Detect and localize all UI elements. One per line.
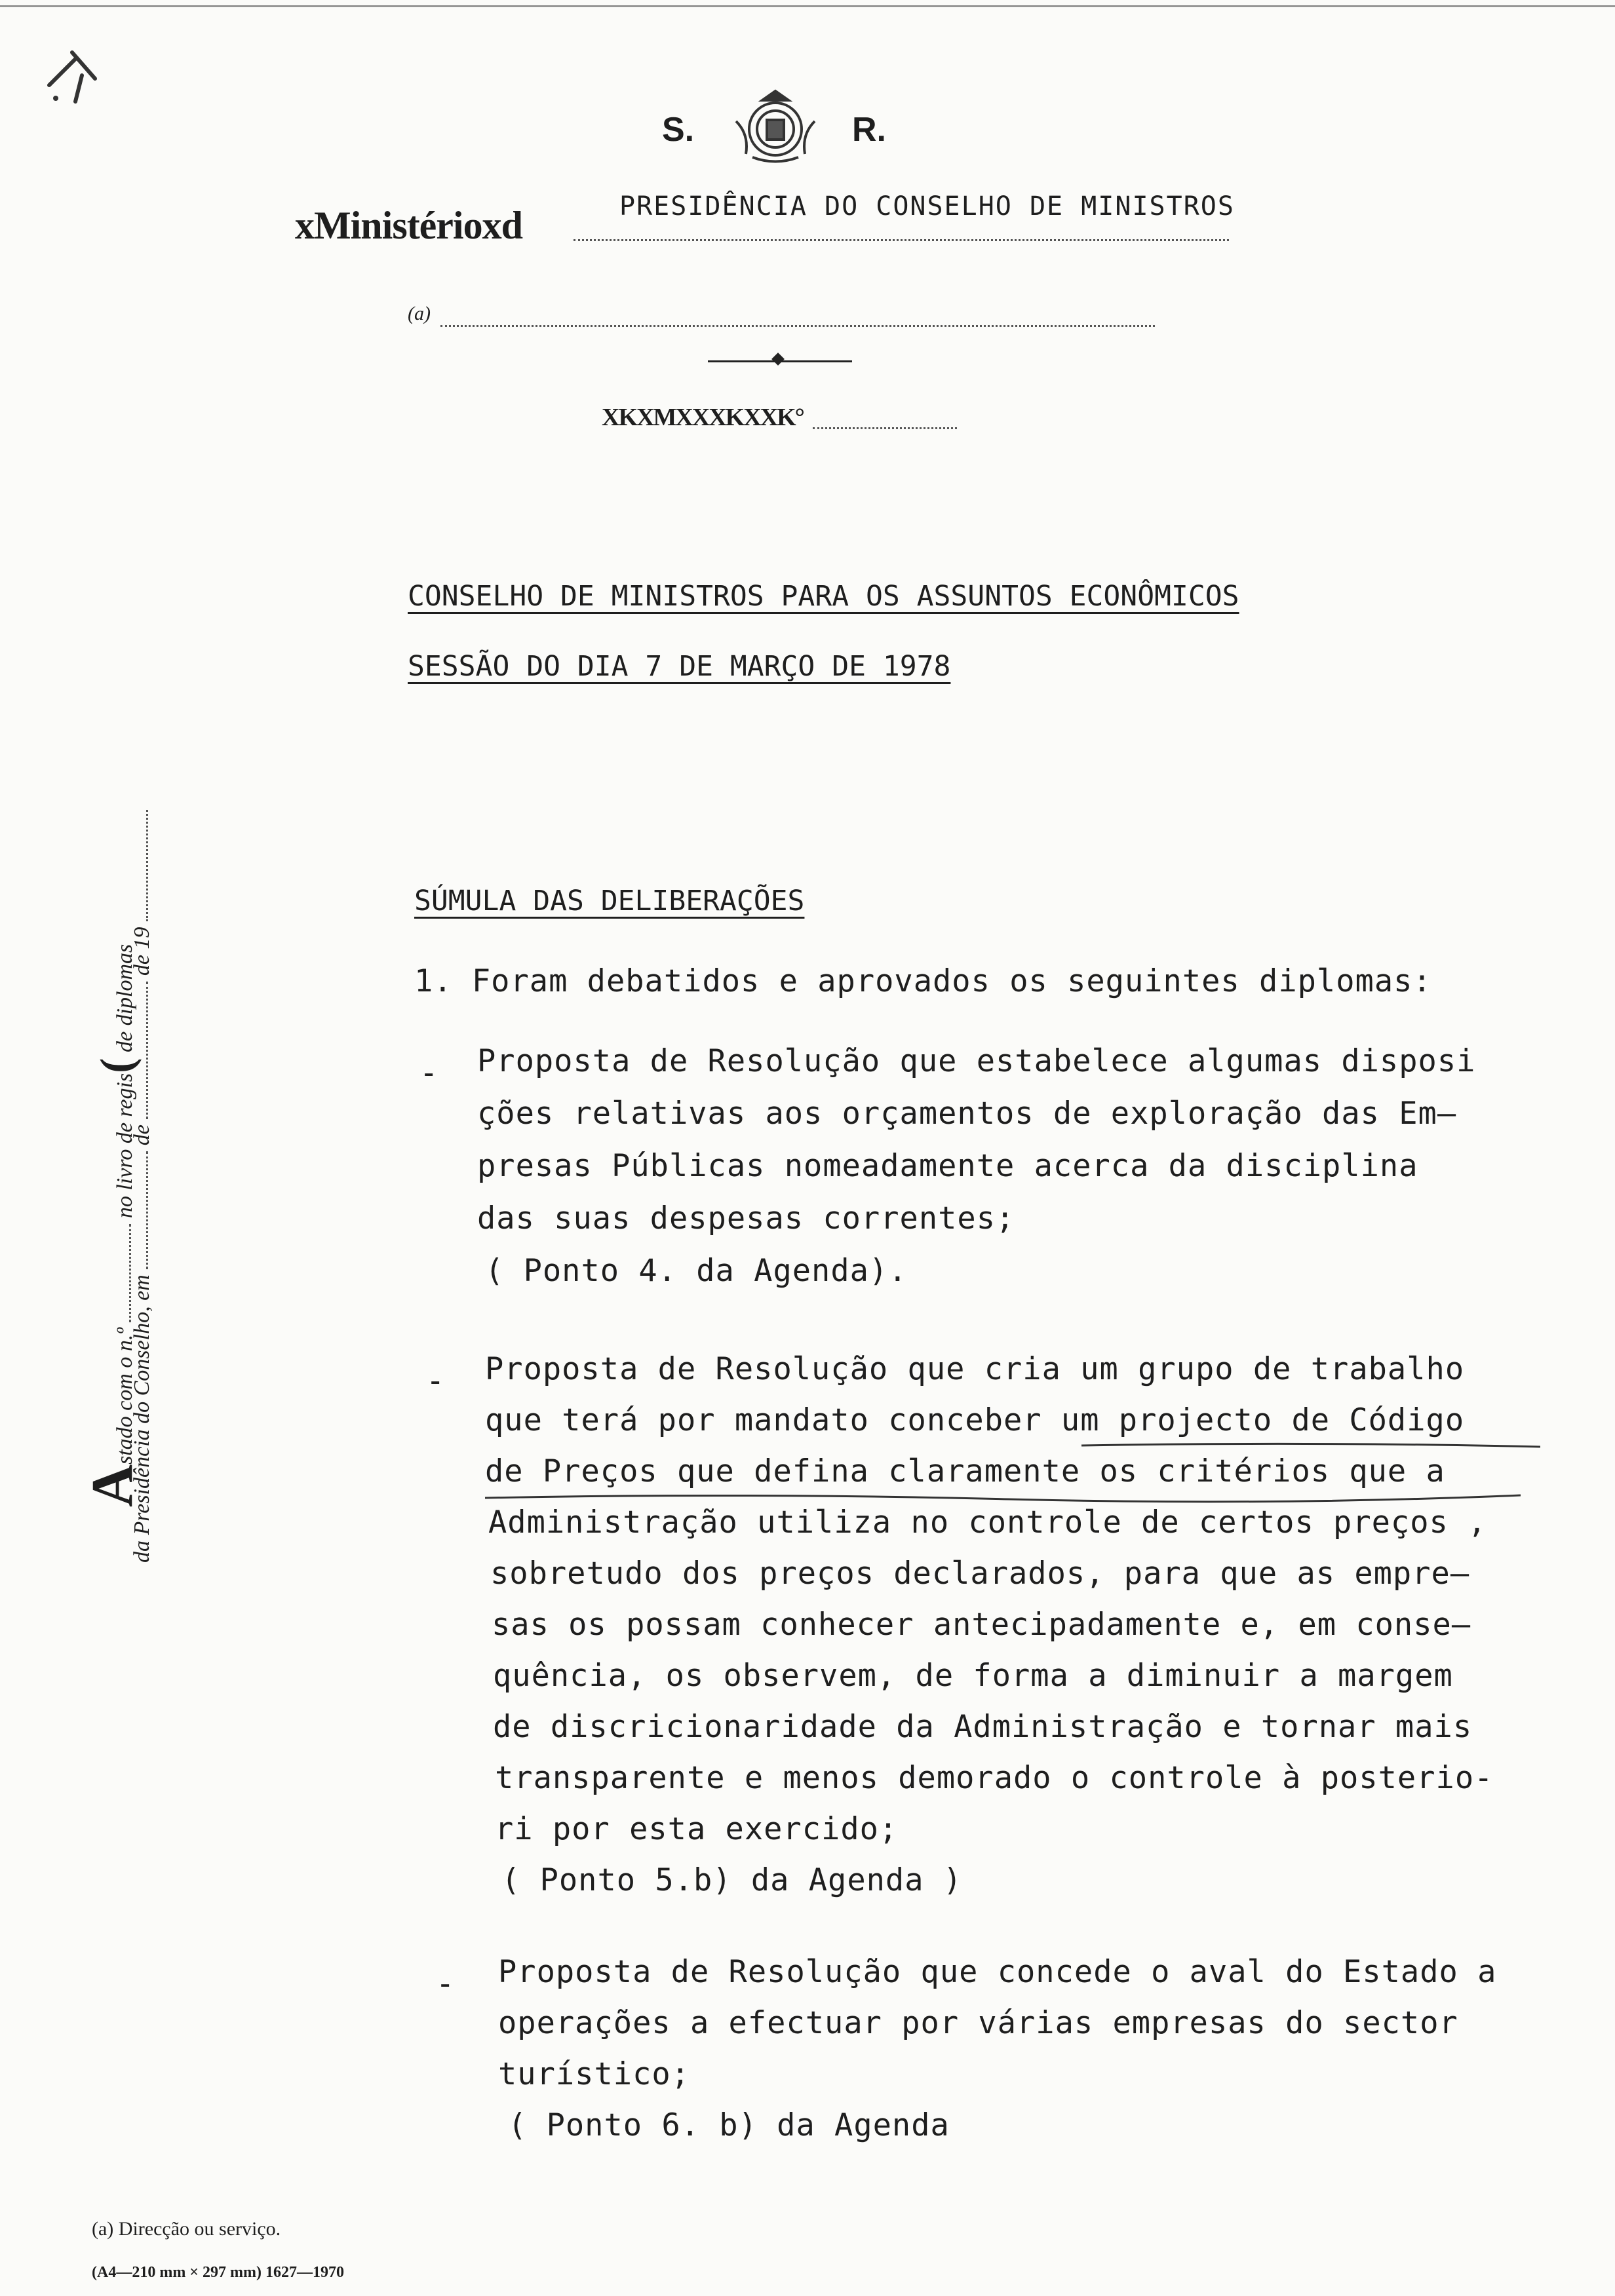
item-2-line: ri por esta exercido; <box>495 1811 899 1847</box>
margin-registration-line-1: Astado com o n.º no livro de regis( de diplomas <box>80 944 145 1507</box>
ministry-label-struck: xMinistérioxd <box>295 204 522 247</box>
item-2-dash: - <box>426 1363 446 1399</box>
item-3-line: Proposta de Resolução que concede o aval do Estado a <box>498 1954 1497 1990</box>
service-dotted-line <box>440 325 1155 327</box>
item-1-line: presas Públicas nomeadamente acerca da disciplina <box>477 1148 1418 1184</box>
item-2-line: de discricionaridade da Administração e tornar mais <box>493 1709 1473 1745</box>
form-code: (A4—210 mm × 297 mm) 1627—1970 <box>92 2264 344 2281</box>
reference-dotted-line <box>813 427 957 429</box>
reference-number-struck: XKXMXXXKXXK° <box>602 404 804 431</box>
item-2-agenda-ref: ( Ponto 5.b) da Agenda ) <box>501 1862 963 1898</box>
item-3-line: turístico; <box>498 2056 690 2092</box>
summary-intro: 1. Foram debatidos e aprovados os seguintes diplomas: <box>414 963 1432 999</box>
summary-heading: SÚMULA DAS DELIBERAÇÕES <box>414 885 805 917</box>
item-1-agenda-ref: ( Ponto 4. da Agenda). <box>485 1253 908 1289</box>
margin-registration-line-2: da Presidência do Conselho, em de de 19 <box>130 810 155 1563</box>
coat-of-arms-icon <box>726 88 825 167</box>
item-2-line: Administração utiliza no controle de certos preços , <box>488 1504 1487 1540</box>
service-label: (a) <box>408 303 431 324</box>
handwritten-underline <box>485 1489 1521 1504</box>
sr-right-letter: R. <box>852 111 886 149</box>
ministry-name: PRESIDÊNCIA DO CONSELHO DE MINISTROS <box>619 191 1235 221</box>
item-3-agenda-ref: ( Ponto 6. b) da Agenda <box>508 2107 950 2143</box>
separator-diamond-icon <box>771 353 785 366</box>
top-edge-rule <box>0 5 1615 7</box>
item-1-line: das suas despesas correntes; <box>477 1200 1015 1236</box>
item-2-line: sobretudo dos preços declarados, para que as empre— <box>490 1556 1470 1592</box>
item-2-line: sas os possam conhecer antecipadamente e, em conse— <box>492 1607 1471 1643</box>
item-2-line: de Preços que defina claramente os critérios que a <box>485 1453 1445 1489</box>
ministry-dotted-line <box>574 239 1229 241</box>
item-1-line: ções relativas aos orçamentos de exploração das Em— <box>477 1096 1457 1132</box>
item-2-line: quência, os observem, de forma a diminuir a margem <box>493 1658 1453 1694</box>
item-2-line: Proposta de Resolução que cria um grupo de trabalho <box>485 1351 1465 1387</box>
handwritten-underline <box>1081 1439 1540 1452</box>
item-2-line: transparente e menos demorado o controle à posterio- <box>495 1760 1494 1796</box>
item-1-line: Proposta de Resolução que estabelece algumas disposi <box>477 1043 1476 1079</box>
sr-left-letter: S. <box>662 111 695 149</box>
item-1-dash: - <box>419 1055 439 1091</box>
footnote: (a) Direcção ou serviço. <box>92 2218 281 2240</box>
item-2-line: que terá por mandato conceber um projecto de Código <box>485 1402 1465 1438</box>
handwritten-mark <box>36 39 108 111</box>
session-date: SESSÃO DO DIA 7 DE MARÇO DE 1978 <box>408 650 951 683</box>
item-3-dash: - <box>436 1966 456 2002</box>
item-3-line: operações a efectuar por várias empresas do sector <box>498 2005 1458 2041</box>
council-title: CONSELHO DE MINISTROS PARA OS ASSUNTOS ECONÔMICOS <box>408 580 1239 613</box>
